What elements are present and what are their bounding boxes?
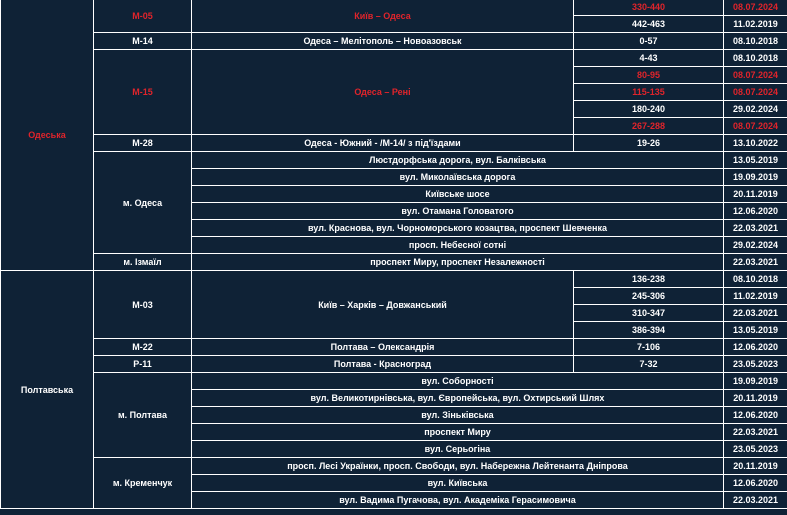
date-cell: 29.02.2024 xyxy=(724,237,787,254)
route-cell: Полтава – Олександрія xyxy=(192,339,574,356)
date-cell: 20.11.2019 xyxy=(724,390,787,407)
date-cell: 12.06.2020 xyxy=(724,203,787,220)
road-cell: М-05 xyxy=(94,0,192,33)
route-cell: вул. Серьогіна xyxy=(192,441,724,458)
km-cell: 19-26 xyxy=(574,135,724,152)
road-cell: м. Полтава xyxy=(94,373,192,458)
route-cell: Одеса – Мелітополь – Новоазовськ xyxy=(192,33,574,50)
km-cell: 267-288 xyxy=(574,118,724,135)
table-row xyxy=(1,271,787,288)
date-cell: 20.11.2019 xyxy=(724,458,787,475)
km-cell: 136-238 xyxy=(574,271,724,288)
date-cell: 08.07.2024 xyxy=(724,84,787,101)
km-cell: 245-306 xyxy=(574,288,724,305)
date-cell: 22.03.2021 xyxy=(724,254,787,271)
date-cell: 23.05.2023 xyxy=(724,356,787,373)
road-cell: М-03 xyxy=(94,271,192,339)
date-cell: 19.09.2019 xyxy=(724,169,787,186)
date-cell: 08.10.2018 xyxy=(724,50,787,67)
route-cell: вул. Вадима Пугачова, вул. Академіка Герасимовича xyxy=(192,492,724,509)
table-row xyxy=(1,152,787,169)
date-cell: 23.05.2023 xyxy=(724,441,787,458)
date-cell: 08.07.2024 xyxy=(724,0,787,16)
date-cell: 29.02.2024 xyxy=(724,101,787,118)
date-cell: 08.10.2018 xyxy=(724,271,787,288)
date-cell: 22.03.2021 xyxy=(724,424,787,441)
route-cell: Київське шосе xyxy=(192,186,724,203)
date-cell: 08.10.2018 xyxy=(724,33,787,50)
km-cell: 386-394 xyxy=(574,322,724,339)
road-cell: М-22 xyxy=(94,339,192,356)
date-cell: 08.07.2024 xyxy=(724,67,787,84)
road-cell: м. Ізмаїл xyxy=(94,254,192,271)
route-cell: Київ – Харків – Довжанський xyxy=(192,271,574,339)
km-cell: 180-240 xyxy=(574,101,724,118)
table-row xyxy=(1,33,787,50)
route-cell: Одеса - Южний - /М-14/ з під'їздами xyxy=(192,135,574,152)
route-cell: Київ – Одеса xyxy=(192,0,574,33)
date-cell: 13.05.2019 xyxy=(724,322,787,339)
date-cell: 11.02.2019 xyxy=(724,288,787,305)
road-cell: Р-11 xyxy=(94,356,192,373)
route-cell: Одеса – Рені xyxy=(192,50,574,135)
table-row xyxy=(1,339,787,356)
table-row xyxy=(1,0,787,16)
table-row xyxy=(1,458,787,475)
table-row xyxy=(1,254,787,271)
route-cell: проспект Миру xyxy=(192,424,724,441)
date-cell: 13.10.2022 xyxy=(724,135,787,152)
route-cell: вул. Отамана Головатого xyxy=(192,203,724,220)
route-cell: Люстдорфська дорога, вул. Балківська xyxy=(192,152,724,169)
route-cell: Полтава - Красноград xyxy=(192,356,574,373)
road-cell: м. Кременчук xyxy=(94,458,192,509)
table-row xyxy=(1,135,787,152)
km-cell: 330-440 xyxy=(574,0,724,16)
route-cell: вул. Великотирнівська, вул. Європейська, вул. Охтирський Шлях xyxy=(192,390,724,407)
region-cell: Одеська xyxy=(1,0,94,271)
road-cell: М-28 xyxy=(94,135,192,152)
road-cell: М-15 xyxy=(94,50,192,135)
region-cell: Полтавська xyxy=(1,271,94,509)
road-cell: м. Одеса xyxy=(94,152,192,254)
date-cell: 11.02.2019 xyxy=(724,16,787,33)
route-cell: вул. Миколаївська дорога xyxy=(192,169,724,186)
route-cell: вул. Соборності xyxy=(192,373,724,390)
date-cell: 22.03.2021 xyxy=(724,220,787,237)
date-cell: 08.07.2024 xyxy=(724,118,787,135)
table-row xyxy=(1,356,787,373)
route-cell: вул. Зіньківська xyxy=(192,407,724,424)
date-cell: 22.03.2021 xyxy=(724,305,787,322)
km-cell: 7-32 xyxy=(574,356,724,373)
route-cell: вул. Київська xyxy=(192,475,724,492)
route-cell: просп. Небесної сотні xyxy=(192,237,724,254)
date-cell: 12.06.2020 xyxy=(724,475,787,492)
km-cell: 4-43 xyxy=(574,50,724,67)
km-cell: 442-463 xyxy=(574,16,724,33)
route-cell: вул. Краснова, вул. Чорноморського козацтва, проспект Шевченка xyxy=(192,220,724,237)
km-cell: 7-106 xyxy=(574,339,724,356)
km-cell: 115-135 xyxy=(574,84,724,101)
route-cell: просп. Лесі Українки, просп. Свободи, вул. Набережна Лейтенанта Дніпрова xyxy=(192,458,724,475)
route-cell: проспект Миру, проспект Незалежності xyxy=(192,254,724,271)
table-row xyxy=(1,373,787,390)
date-cell: 19.09.2019 xyxy=(724,373,787,390)
date-cell: 22.03.2021 xyxy=(724,492,787,509)
km-cell: 80-95 xyxy=(574,67,724,84)
date-cell: 12.06.2020 xyxy=(724,339,787,356)
road-cell: М-14 xyxy=(94,33,192,50)
km-cell: 310-347 xyxy=(574,305,724,322)
date-cell: 13.05.2019 xyxy=(724,152,787,169)
table-row xyxy=(1,50,787,67)
date-cell: 20.11.2019 xyxy=(724,186,787,203)
km-cell: 0-57 xyxy=(574,33,724,50)
date-cell: 12.06.2020 xyxy=(724,407,787,424)
